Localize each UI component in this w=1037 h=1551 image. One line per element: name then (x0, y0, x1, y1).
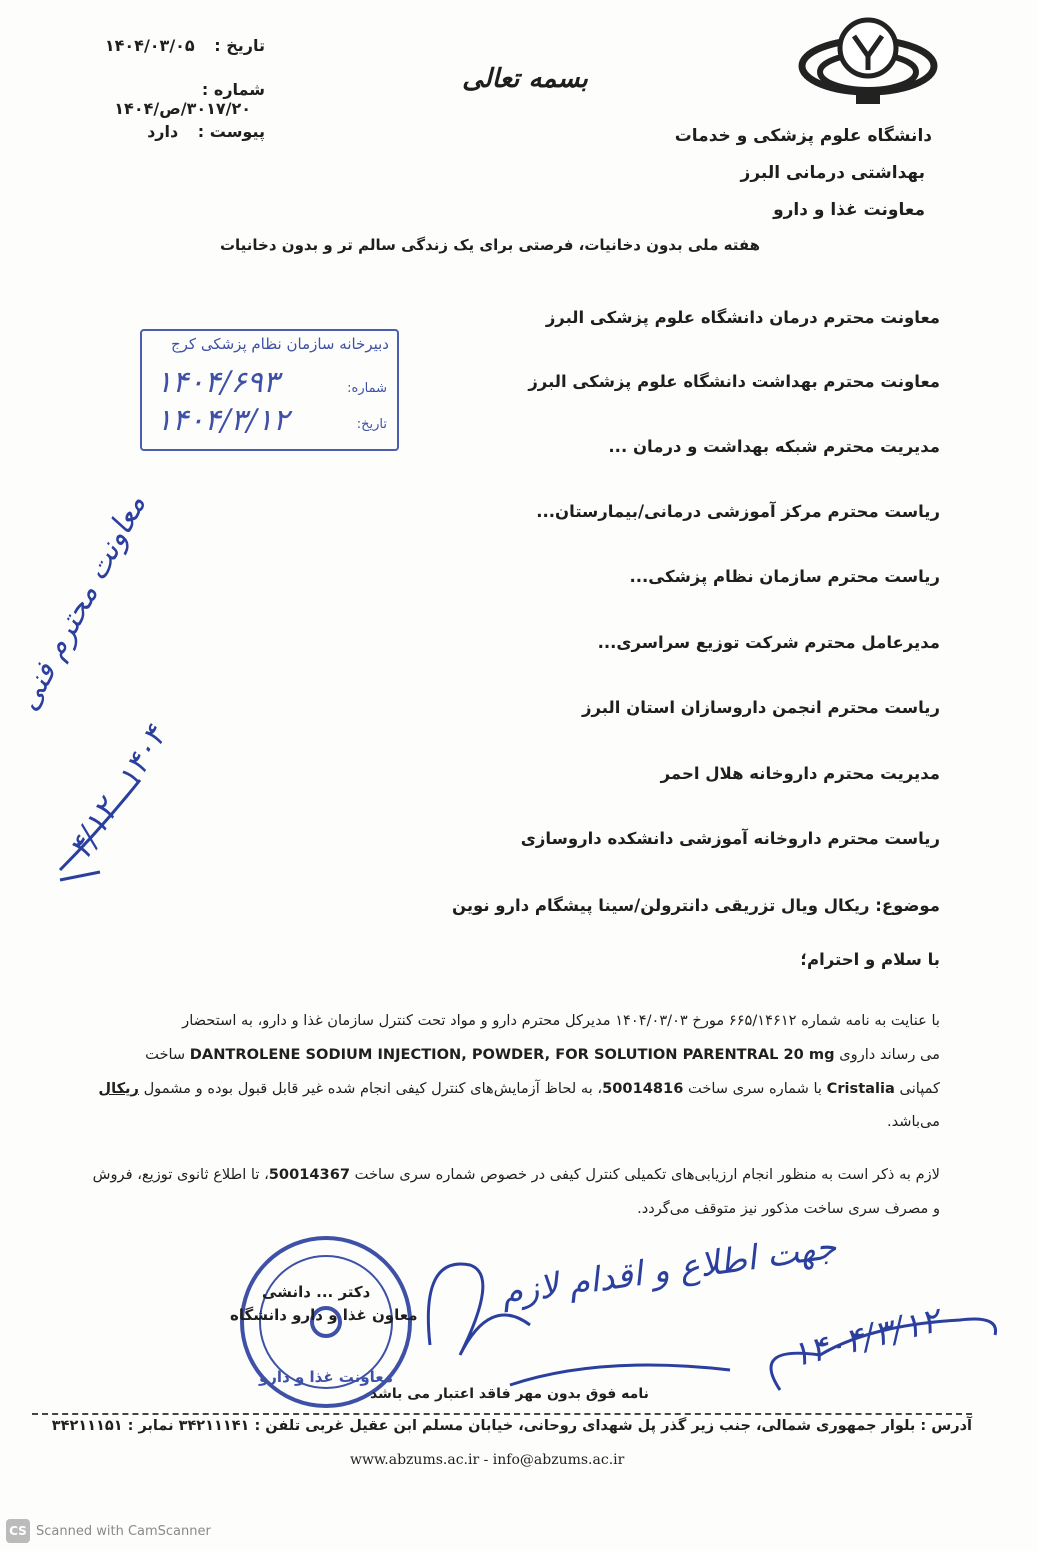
body-p1-line1: با عنایت به نامه شماره ۶۶۵/۱۴۶۱۲ مورخ ۱۴۰۴/۰۳/۰۳ مدیرکل محترم دارو و مواد تحت کنترل سازمان غذا و دارو، به استحضار (182, 1012, 940, 1029)
camscanner-watermark (6, 1519, 211, 1543)
signatory-name: دکتر ... دانشی (262, 1283, 371, 1301)
received-stamp (140, 329, 399, 451)
date-value: ۱۴۰۴/۰۳/۰۵ (104, 36, 195, 55)
body-text: می رساند داروی (839, 1046, 940, 1063)
body-p1-line4: می‌باشد. (886, 1113, 940, 1130)
footer-divider (32, 1413, 972, 1415)
footer-address: آدرس : بلوار جمهوری شمالی، جنب زیر گذر پل شهدای روحانی، خیابان مسلم ابن عقیل غربی تلفن : ۳۴۲۱۱۱۴۱ نمابر : ۳۴۲۱۱۱۵۱ (51, 1418, 972, 1434)
date-row (80, 36, 265, 55)
body-p1-line3 (98, 1080, 940, 1097)
company-name: Cristalia (826, 1080, 895, 1097)
footer-website: www.abzums.ac.ir - info@abzums.ac.ir (350, 1452, 625, 1468)
body-text: ساخت (145, 1046, 186, 1063)
recall-word: ریکال (98, 1080, 139, 1097)
product-name: DANTROLENE SODIUM INJECTION, POWDER, FOR SOLUTION PARENTRAL 20 mg (189, 1046, 835, 1063)
recipient: ریاست محترم مرکز آموزشی درمانی/بیمارستان... (536, 502, 940, 521)
stamp-number-value: ۱۴۰۴/۶۹۳ (156, 365, 279, 400)
recipient: ریاست محترم داروخانه آموزشی دانشکده داروسازی (520, 829, 940, 848)
subject-line: موضوع: ریکال ویال تزریقی دانترولن/سینا پیشگام دارو نوین (451, 896, 940, 915)
recipient: معاونت محترم درمان دانشگاه علوم پزشکی البرز (545, 308, 940, 327)
stamp-number-label: شماره: (347, 381, 387, 396)
body-text: لازم به ذکر است به منظور انجام ارزیابی‌های تکمیلی کنترل کیفی در خصوص شماره سری ساخت (354, 1166, 940, 1183)
camscanner-text: Scanned with CamScanner (36, 1523, 211, 1539)
bismillah: بسمه تعالی (462, 64, 588, 94)
handwritten-date: ۱۴۰۴/۳/۱۲ (787, 1300, 944, 1376)
handwriting-stroke (40, 760, 150, 890)
batch-number: 50014816 (602, 1080, 684, 1097)
stamp-date-value: ۱۴۰۴/۳/۱۲ (156, 403, 290, 438)
stamp-date-label: تاریخ: (356, 417, 387, 432)
handwritten-margin-year: ۱۴۰۴ (110, 720, 174, 795)
body-text: ، به لحاظ آزمایش‌های کنترل کیفی انجام شده غیر قابل قبول بوده و مشمول (143, 1080, 603, 1097)
university-line2: بهداشتی درمانی البرز (740, 163, 925, 183)
date-label: تاریخ : (214, 36, 265, 55)
university-line1: دانشگاه علوم پزشکی و خدمات (674, 126, 932, 146)
greeting: با سلام و احترام؛ (800, 950, 940, 969)
handwritten-margin-note: معاونت محترم فنی (10, 488, 154, 717)
body-p2-line1 (93, 1166, 940, 1183)
body-p1-line2 (145, 1046, 940, 1063)
recipient: معاونت محترم بهداشت دانشگاه علوم پزشکی البرز (528, 372, 940, 391)
university-line3: معاونت غذا و دارو (773, 200, 925, 220)
batch-number: 50014367 (268, 1166, 351, 1183)
university-logo (798, 8, 938, 108)
attachment-value: دارد (147, 122, 179, 141)
attachment-label: پیوست : (197, 122, 265, 141)
body-text: کمپانی (899, 1080, 940, 1097)
number-value: ۳۰۱۷/۲۰/ص/۱۴۰۴ (114, 99, 251, 118)
attachment-row (80, 122, 265, 141)
validity-footnote: نامه فوق بدون مهر فاقد اعتبار می باشد (370, 1386, 649, 1402)
handwritten-margin-date: ۴/۱۲ (60, 792, 126, 866)
number-label: شماره : (201, 80, 265, 99)
handwritten-signature (400, 1235, 1000, 1405)
recipient: مدیرعامل محترم شرکت توزیع سراسری... (597, 633, 940, 652)
seal-text: معاونت غذا و دارو (258, 1368, 394, 1386)
camscanner-logo-icon: CS (6, 1519, 30, 1543)
recipient: ریاست محترم انجمن داروسازان استان البرز (582, 698, 940, 717)
recipient: مدیریت محترم داروخانه هلال احمر (660, 764, 940, 783)
handwritten-forward-note: جهت اطلاع و اقدام لازم (498, 1226, 839, 1314)
body-p2-line2: و مصرف سری ساخت مذکور نیز متوقف می‌گردد. (637, 1200, 940, 1217)
recipient: ریاست محترم سازمان نظام پزشکی... (629, 567, 940, 586)
body-text: ، تا اطلاع ثانوی توزیع، فروش (92, 1166, 269, 1183)
body-text: با شماره سری ساخت (688, 1080, 822, 1097)
signatory-title: معاون غذا و دارو دانشگاه (230, 1306, 418, 1324)
number-row (80, 80, 265, 118)
stamp-title: دبیرخانه سازمان نظام پزشکی کرج (170, 335, 389, 353)
slogan: هفته ملی بدون دخانیات، فرصتی برای یک زندگی سالم تر و بدون دخانیات (219, 236, 761, 254)
recipient: مدیریت محترم شبکه بهداشت و درمان ... (608, 437, 940, 456)
